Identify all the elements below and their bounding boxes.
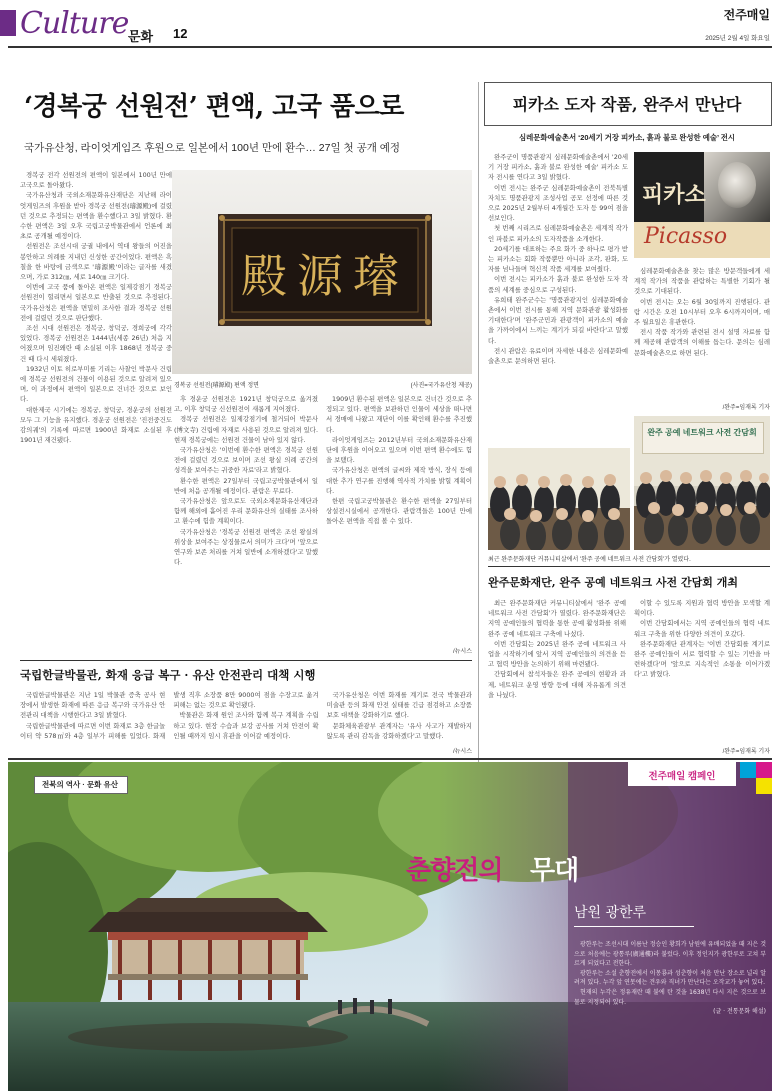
main-article-col1 xyxy=(20,170,172,678)
paragraph: 1932년 이토 히로부미를 기리는 사찰인 박문사 건립에 경복궁 선원전의 건물이 이용된 것으로 알려져 있으며, 이 과정에서 편액이 일본으로 건너간 것으로 보인다. xyxy=(20,364,172,404)
paragraph: 국가유산청은 편액의 글씨와 제작 방식, 장식 등에 대한 추가 연구를 진행해 역사적 가치를 밝힐 계획이다. xyxy=(326,466,472,495)
paragraph: 경복궁 선원전은 일제강점기에 철거되어 박문사(博文寺) 건립에 자재로 사용된 것으로 알려져 있다. 현재 경복궁에는 선원전 건물이 남아 있지 않다. xyxy=(174,415,318,444)
paragraph: 현재의 누각은 정유재란 때 불에 탄 것을 1638년 다시 지은 것으로 보물로 지정되어 있다. xyxy=(574,988,766,1006)
paragraph: 국립한글박물관에 따르면 이번 화재로 3층 한글놀이터 약 578㎡와 4층 일부가 피해를 입었다. 화재 발생 직후 소장품 8만 9000여 점을 수장고로 옮겨 피해는 없는 것으로 확인됐다. xyxy=(20,691,319,740)
paragraph: 이번 간담회에서는 지역 공예인들의 협력 네트워크 구축을 위한 다양한 의견이 오갔다. xyxy=(634,619,770,638)
main-article-col3 xyxy=(326,394,472,644)
gallery-rule xyxy=(488,566,770,567)
section-title-en: Culture xyxy=(20,6,129,41)
plaque-calligraphy: 璿源殿 xyxy=(241,249,409,303)
paragraph: 이번 전시는 완주군 심레문화예술촌이 전북특별자치도 명품관광지 조성사업 공모 선정에 따른 것으로 2025년 2월부터 4개월간 도자 등 99여 점을 선보인다. xyxy=(488,183,628,223)
museum-headline: 국립한글박물관, 화재 응급 복구 · 유산 안전관리 대책 시행 xyxy=(20,668,316,682)
paragraph: 전시 작품 작가와 관련된 전시 설명 자료를 함께 제공해 관람객의 이해를 돕는다. 문의는 심레문화예술촌으로 하면 된다. xyxy=(634,328,770,357)
paragraph: 박물관은 화재 원인 조사와 함께 복구 계획을 수립하고 있다. 현장 수습과 보강 공사를 거쳐 안전이 확인될 때까지 임시 휴관을 이어갈 예정이다. xyxy=(173,711,319,740)
paragraph: 조선 시대 선원전은 경복궁, 창덕궁, 경희궁에 각각 있었다. 경복궁 선원전은 1444년(세종 26년) 처음 지어졌으며 임진왜란 때 소실된 이후 1868년 경복궁 중건 때 다시 세워졌다. xyxy=(20,324,172,363)
paragraph: 이번에 고국 품에 돌아온 편액은 일제강점기 경복궁 선원전이 헐리면서 일본으로 반출된 것으로 추정된다. 국가유산청은 편액을 면밀히 조사한 결과 경복궁 선원전에 걸렸던 것으로 판단했다. xyxy=(20,283,172,322)
campaign-title-part2: 무대 xyxy=(530,855,579,885)
paragraph: 광한루는 소설 춘향전에서 이몽룡과 성춘향이 처음 만난 장소로 널리 알려져 있다. 누각 앞 연못에는 견우와 직녀가 만난다는 오작교가 놓여 있다. xyxy=(574,969,766,987)
paragraph: 라이엇게임즈는 2012년부터 국외소재문화유산재단에 후원을 이어오고 있으며 이번 편액 환수에도 힘을 보탰다. xyxy=(326,435,472,465)
paragraph: 국가유산청은 '이번에 환수한 편액은 경복궁 선원전에 걸렸던 것으로 보이며 조선 왕실 의례 공간의 성격을 보여주는 귀중한 자료'라고 밝혔다. xyxy=(174,446,318,475)
picasso-article-col2 xyxy=(634,266,770,396)
paragraph: 대한제국 시기에는 경복궁, 창덕궁, 경운궁의 선원전 모두 그 기능을 유지했다. 경운궁 선원전은 '진전중건도감의궤'의 기록에 따르면 1900년 화재로 소실된 후 1901년 재건됐다. xyxy=(20,405,172,445)
paragraph: 선원전은 조선시대 궁궐 내에서 역대 왕들의 어진을 봉안하고 의례를 지내던 신성한 공간이었다. 편액은 흑칠을 한 바탕에 금색으로 '璿源殿'이라는 글자를 새겼으며, 가로 312㎝, 세로 140㎝ 크기다. xyxy=(20,242,172,282)
paragraph: 경복궁 전각 선원전의 편액이 일본에서 100년 만에 고국으로 돌아왔다. xyxy=(20,171,172,190)
paragraph: 국립한글박물관은 지난 1일 박물관 증축 공사 현장에서 발생한 화재에 따른 응급 복구와 국가유산 안전관리 대책을 시행한다고 3일 밝혔다. xyxy=(20,691,166,720)
paragraph: 국가유산청은 '경복궁 선원전 편액은 조선 왕실의 위상을 보여주는 상징물로서 의미가 크다'며 '앞으로 연구와 보존 처리를 거쳐 일반에 소개하겠다'고 말했다. xyxy=(174,527,318,567)
gallery-headline: 완주문화재단, 완주 공예 네트워크 사전 간담회 개최 xyxy=(488,576,738,589)
poster-signature: Picasso xyxy=(644,224,728,249)
picasso-subheadline: 심레문화예술촌서 ‘20세기 거장 피카소, 흙과 불로 완성한 예술’ 전시 xyxy=(518,133,736,142)
paragraph: 유희태 완주군수는 '명품관광지인 심레문화예술촌에서 이번 전시를 통해 지역 문화관광 활성화를 기대한다'며 '완주군민과 관광객이 피카소의 예술을 가까이에서 느끼는 계기가 되길 바란다'고 말했다. xyxy=(488,295,628,345)
poster-face xyxy=(718,162,756,208)
campaign-body xyxy=(574,940,766,1080)
group-photo-caption: 최근 완주문화재단 커뮤니티살에서 '완주 공예 네트워크 사전 간담회'가 열렸다. xyxy=(488,557,691,563)
people-illustration xyxy=(634,456,770,550)
series-label: 전북의 역사 · 문화 유산 xyxy=(41,780,119,789)
paragraph: 국가유산청은 앞으로도 국외소재문화유산재단과 함께 해외에 흩어진 우리 문화유산의 실태를 조사하고 환수에 힘쓸 계획이다. xyxy=(174,497,318,526)
picasso-byline: /완주=임재록 기자 xyxy=(722,405,770,411)
paragraph: 문화체육관광부 관계자는 '유사 사고가 재발하지 않도록 관리 감독을 강화하겠다'고 말했다. xyxy=(326,721,472,740)
campaign-photo xyxy=(8,762,772,1091)
picasso-headline: 피카소 도자 작품, 완주서 만난다 xyxy=(512,95,742,114)
main-article-rule xyxy=(20,660,472,661)
museum-article-body xyxy=(20,690,472,754)
paragraph: 국가유산청과 국외소재문화유산재단은 지난해 라이엇게임즈의 후원을 받아 경복궁 선원전(璿源殿)에 걸렸던 것으로 추정되는 편액을 환수했다고 3일 밝혔다. 환수한 편액은 3일 오후 국립고궁박물관에서 언론에 최초로 공개될 예정이다. xyxy=(20,191,172,241)
campaign-subject: 남원 광한루 xyxy=(574,905,647,921)
main-byline: /뉴시스 xyxy=(452,649,472,655)
paragraph: 이번 전시는 피카소가 흙과 불로 완성한 도자 작품의 세계를 중심으로 구성된다. xyxy=(488,275,628,294)
main-headline: ‘경복궁 선원전’ 편액, 고국 품으로 xyxy=(24,92,404,122)
people-illustration-wide xyxy=(488,448,630,550)
gallery-byline: /완주=임재록 기자 xyxy=(722,749,770,755)
museum-byline: /뉴시스 xyxy=(452,749,472,755)
photo-banner-text: 완주 공예 네트워크 사전 간담회 xyxy=(647,428,757,437)
group-photo xyxy=(634,416,770,550)
campaign-rule xyxy=(8,758,772,760)
main-article-col2 xyxy=(174,394,318,674)
campaign-color-block-magenta xyxy=(756,762,772,778)
campaign-label: 전주매일 캠페인 xyxy=(648,771,716,782)
group-photo-wide xyxy=(488,448,630,550)
paper-name: 전주매일 xyxy=(723,8,770,22)
page-number: 12 xyxy=(173,26,188,41)
paragraph: 전시 관람은 유료이며 자세한 내용은 심레문화예술촌으로 문의하면 된다. xyxy=(488,346,628,366)
paragraph: 광한루는 조선시대 이름난 정승인 황희가 남원에 유배되었을 때 지은 것으로 처음에는 광통루(廣通樓)라 불렀다. 이후 정인지가 광한루로 고쳐 부르게 되었다고 전한다. xyxy=(574,941,766,968)
poster-title: 피카소 xyxy=(642,182,706,207)
paragraph: 한편 국립고궁박물관은 환수한 편액을 27일부터 상설전시실에서 공개한다. 관람객들은 100년 만에 돌아온 편액을 직접 볼 수 있다. xyxy=(326,497,472,526)
campaign-credit: (글 · 전통문화 해설) xyxy=(713,1008,766,1016)
campaign-color-block-cyan xyxy=(740,762,756,778)
paragraph: 국가유산청은 이번 화재를 계기로 전국 박물관과 미술관 등의 화재 안전 실태를 긴급 점검하고 소장품 보호 대책을 강화하기로 했다. xyxy=(326,691,472,720)
paragraph: 완주문화재단 관계자는 '이번 간담회를 계기로 완주 공예인들이 서로 협력할 수 있는 기반을 마련하겠다'며 '앞으로 지속적인 소통을 이어가겠다'고 밝혔다. xyxy=(634,639,770,679)
paragraph: 심레문화예술촌을 찾는 많은 방문객들에게 세계적 작가의 작품을 관람하는 특별한 기회가 될 것으로 기대된다. xyxy=(634,267,770,296)
paragraph: 완주군이 명품관광지 심레문화예술촌에서 '20세기 거장 피카소, 흙과 불로 완성한 예술' 피카소 도자 전시를 연다고 3일 밝혔다. xyxy=(488,153,628,182)
campaign-title-part1: 춘향전의 xyxy=(406,855,503,885)
photo-banner xyxy=(642,422,764,454)
header-rule xyxy=(8,46,772,48)
issue-date: 2025년 2월 4일 화요일 xyxy=(705,35,770,42)
campaign-subject-rule xyxy=(574,926,694,927)
paragraph: 1909년 환수된 편액은 일본으로 건너간 것으로 추정되고 있다. 편액을 보관하던 인물이 세상을 떠나면서 경매에 나왔고 재단이 이를 확인해 환수를 추진했다. xyxy=(326,395,472,434)
page-header xyxy=(0,0,780,48)
paragraph: 간담회에서 참석자들은 완주 공예의 현황과 과제, 네트워크 운영 방향 등에 대해 자유롭게 의견을 나눴다. xyxy=(488,670,626,699)
paragraph: 후 경운궁 선원전은 1921년 창덕궁으로 옮겨졌고, 이후 창덕궁 신선원전이 새롭게 지어졌다. xyxy=(174,395,318,414)
picasso-poster xyxy=(634,152,770,258)
paragraph: 이할 수 있도록 지원과 협력 방안을 모색할 계획이다. xyxy=(634,599,770,618)
picasso-article-col1 xyxy=(488,152,628,442)
gallery-article-col1 xyxy=(488,598,626,750)
paragraph: 이번 간담회는 2025년 완주 공예 네트워크 사업을 시작하기에 앞서 지역 공예인들의 의견을 듣고 협력 방안을 논의하기 위해 마련됐다. xyxy=(488,639,626,669)
campaign-color-block-yellow xyxy=(756,778,772,794)
main-subheadline: 국가유산청, 라이엇게임즈 후원으로 일본에서 100년 만에 환수… 27일 첫 공개 예정 xyxy=(24,142,401,154)
paragraph: 20세기를 대표하는 주요 화가 중 하나로 평가 받는 피카소는 회화 작품뿐만 아니라 조각, 판화, 도자를 넘나들며 혁신적 작품 세계를 보여줬다. xyxy=(488,244,628,274)
paragraph: 최근 완주문화재단 커뮤니티살에서 '완주 공예 네트워크 사전 간담회'가 열렸다. 완주문화재단은 지역 공예인들의 협력을 통한 공예 활성화를 위해 완주 공예 네트워크 구축에 나섰다. xyxy=(488,599,626,638)
plaque-caption: 경복궁 선원전(璿源殿) 편액 정면 xyxy=(174,383,259,389)
plaque-credit: (사진=국가유산청 제공) xyxy=(410,383,472,389)
column-divider xyxy=(478,82,479,762)
paragraph: 첫 번째 시리즈로 심레문화예술촌은 세계적 작가인 파블로 피카소의 도자작품을 소개한다. xyxy=(488,224,628,243)
paragraph: 이번 전시는 오는 6월 30일까지 진행된다. 관람 시간은 오전 10시부터 오후 6시까지이며, 매주 월요일은 휴관한다. xyxy=(634,297,770,327)
plaque-photo xyxy=(172,170,472,374)
header-accent-bar xyxy=(0,10,16,36)
paragraph: 환수한 편액은 27일부터 국립고궁박물관에서 일반에 처음 공개될 예정이다. 관람은 무료다. xyxy=(174,476,318,495)
gallery-article-col2 xyxy=(634,598,770,738)
section-title-ko: 문화 xyxy=(128,29,154,44)
